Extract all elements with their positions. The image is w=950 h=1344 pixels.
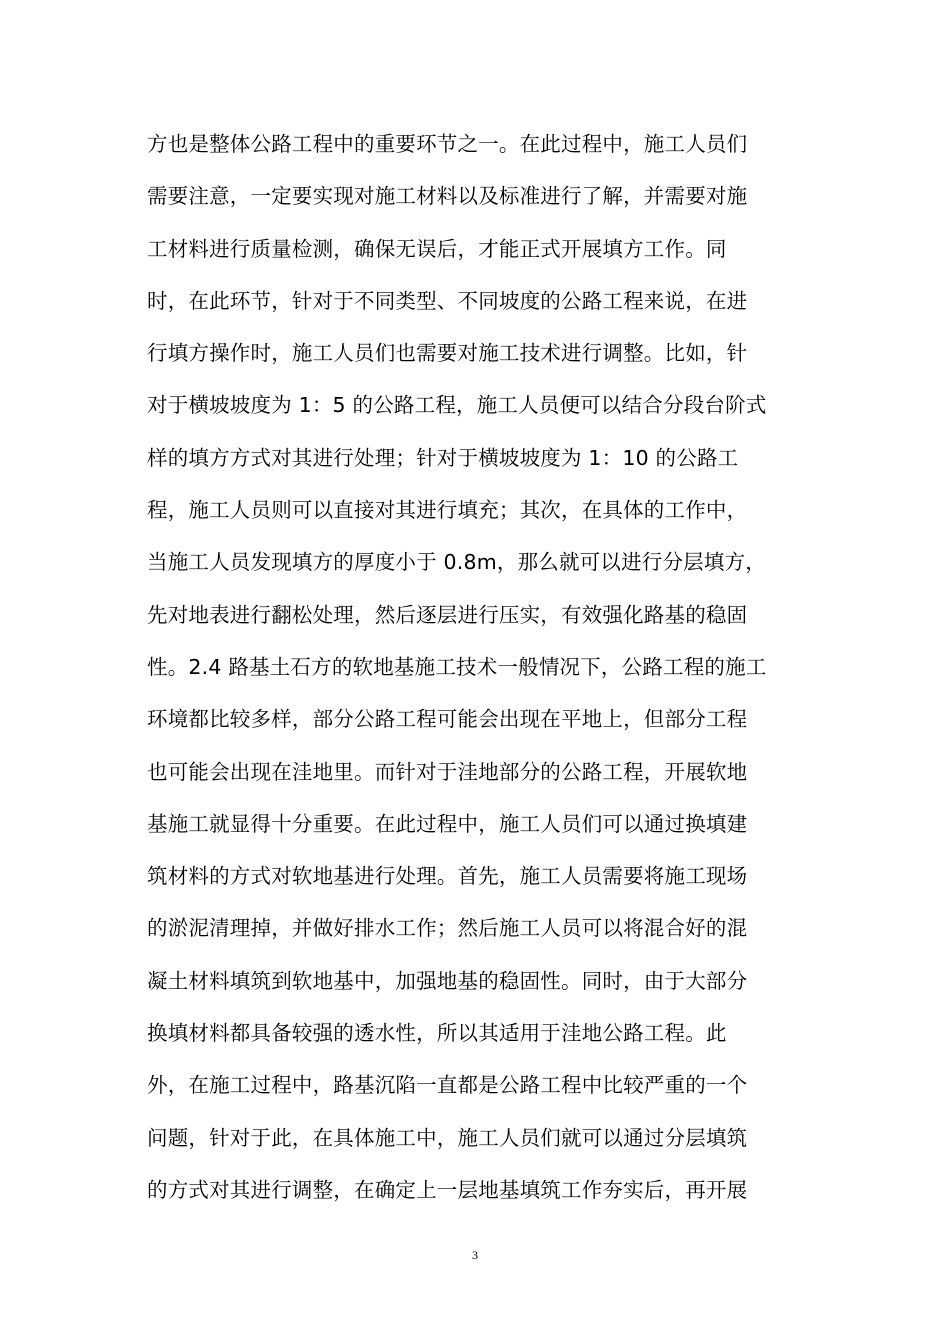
text-line: 需要注意，一定要实现对施工材料以及标准进行了解，并需要对施 [147, 184, 748, 209]
text-line: 基施工就显得十分重要。在此过程中，施工人员们可以通过换填建 [147, 811, 748, 836]
text-line: 筑材料的方式对软地基进行处理。首先，施工人员需要将施工现场 [147, 864, 748, 889]
text-line: 环境都比较多样，部分公路工程可能会出现在平地上，但部分工程 [147, 707, 748, 732]
page-number: 3 [472, 1248, 478, 1262]
text-line: 的方式对其进行调整，在确定上一层地基填筑工作夯实后，再开展 [147, 1177, 748, 1202]
text-line: 的淤泥清理掉，并做好排水工作；然后施工人员可以将混合好的混 [147, 916, 748, 941]
text-line: 换填材料都具备较强的透水性，所以其适用于洼地公路工程。此 [147, 1021, 727, 1046]
text-line: 对于横坡坡度为 1：5 的公路工程，施工人员便可以结合分段台阶式 [147, 393, 767, 418]
text-line: 时，在此环节，针对于不同类型、不同坡度的公路工程来说，在进 [147, 288, 748, 313]
text-line: 凝土材料填筑到软地基中，加强地基的稳固性。同时，由于大部分 [147, 968, 748, 993]
text-line: 外，在施工过程中，路基沉陷一直都是公路工程中比较严重的一个 [147, 1073, 748, 1098]
text-line: 行填方操作时，施工人员们也需要对施工技术进行调整。比如，针 [147, 341, 748, 366]
text-line: 也可能会出现在洼地里。而针对于洼地部分的公路工程，开展软地 [147, 759, 748, 784]
text-line: 程，施工人员则可以直接对其进行填充；其次，在具体的工作中， [147, 498, 748, 523]
text-line: 样的填方方式对其进行处理；针对于横坡坡度为 1：10 的公路工 [147, 445, 739, 470]
text-line: 当施工人员发现填方的厚度小于 0.8m，那么就可以进行分层填方， [147, 550, 766, 575]
text-line: 工材料进行质量检测，确保无误后，才能正式开展填方工作。同 [147, 236, 727, 261]
text-line: 先对地表进行翻松处理，然后逐层进行压实，有效强化路基的稳固 [147, 602, 748, 627]
body-text [147, 118, 817, 1216]
text-line: 问题，针对于此，在具体施工中，施工人员们就可以通过分层填筑 [147, 1125, 748, 1150]
text-line: 方也是整体公路工程中的重要环节之一。在此过程中，施工人员们 [147, 132, 748, 156]
text-line: 性。2.4 路基土石方的软地基施工技术一般情况下，公路工程的施工 [147, 654, 767, 679]
